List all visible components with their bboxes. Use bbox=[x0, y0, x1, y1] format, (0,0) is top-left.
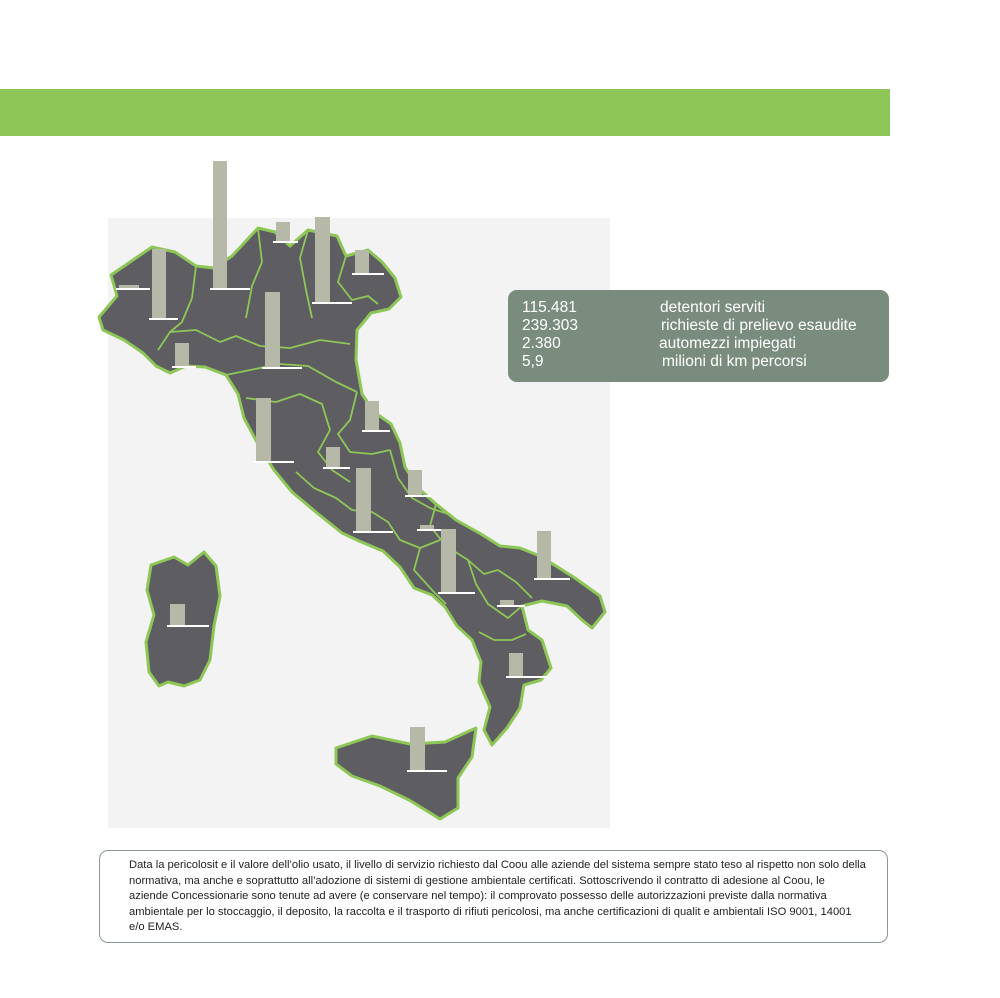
stat-value: 5,9 bbox=[522, 353, 544, 370]
note-box bbox=[99, 850, 888, 943]
stat-value: 239.303 bbox=[522, 317, 579, 334]
note-text: Data la pericolosit e il valore dell’olio usato, il livello di servizio richiesto dal Coou alle aziende del sistema sempre stato teso al rispetto non solo della normativa, ma anche e soprattutto all’adozione di sistemi di gestione ambientale certificati. Sottoscrivendo il contratto di adesione al Coou, le aziende Concessionarie sono tenute ad avere (e conservare nel tempo): il comprovato possesso delle autorizzazioni previste dalla normativa ambientale per lo stoccaggio, il deposito, la raccolta e il trasporto di rifiuti pericolosi, ma anche certificazioni di qualit e ambientali ISO 9001, 14001 e/o EMAS. bbox=[129, 859, 866, 933]
stat-value: 2.380 bbox=[522, 335, 561, 352]
stats-box bbox=[508, 290, 889, 382]
sicily bbox=[336, 728, 476, 819]
stat-label: milioni di km percorsi bbox=[662, 353, 807, 370]
bar-abruzzo bbox=[405, 470, 432, 496]
stat-label: detentori serviti bbox=[660, 299, 766, 316]
stat-label: automezzi impiegati bbox=[659, 335, 796, 352]
bar-trentino bbox=[273, 222, 298, 242]
stat-value: 115.481 bbox=[522, 299, 577, 316]
stat-label: richieste di prelievo esaudite bbox=[661, 317, 857, 334]
